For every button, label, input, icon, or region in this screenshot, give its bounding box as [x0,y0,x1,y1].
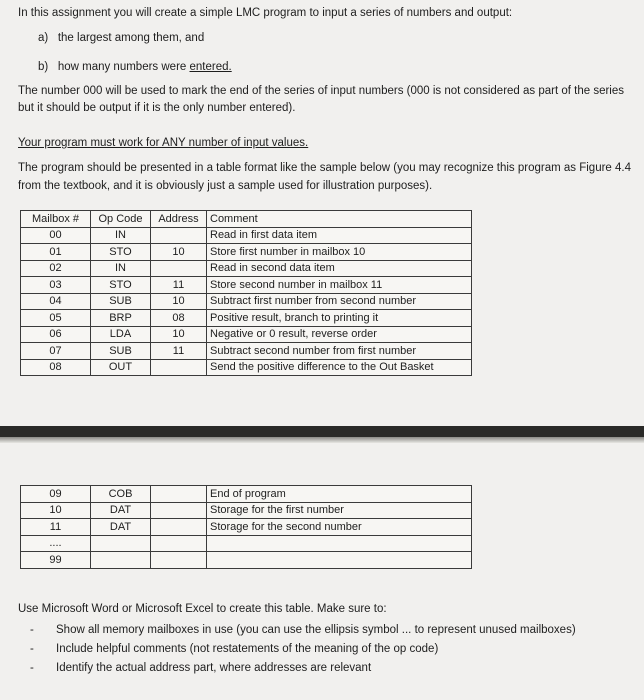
cell-comment: Storage for the first number [207,502,472,519]
cell-opcode [91,552,151,569]
cell-mailbox: 07 [21,343,91,360]
cell-mailbox: 11 [21,519,91,536]
cell-opcode: IN [91,227,151,244]
cell-opcode: STO [91,277,151,294]
instructions-text: Use Microsoft Word or Microsoft Excel to create this table. Make sure to: [18,603,387,615]
present-line-2: from the textbook, and it is obviously just a sample used for illustration purposes). [18,180,433,192]
cell-mailbox: 03 [21,277,91,294]
cell-comment: Read in second data item [207,260,472,277]
note-line-1: The number 000 will be used to mark the end of the series of input numbers (000 is not considered as part of the series [18,85,625,97]
bullet-marker: - [30,662,34,674]
cell-mailbox: 10 [21,502,91,519]
cell-comment: Negative or 0 result, reverse order [207,326,472,343]
item-b-underlined: entered. [189,61,232,73]
cell-address: 11 [151,277,207,294]
header-opcode: Op Code [91,211,151,228]
cell-opcode: DAT [91,502,151,519]
list-item [30,659,576,678]
cell-comment: Store second number in mailbox 11 [207,277,472,294]
table-row [21,227,472,244]
cell-mailbox: 08 [21,359,91,376]
cell-address [151,552,207,569]
cell-mailbox: 04 [21,293,91,310]
page-divider-shadow [0,437,644,443]
table-header-row [21,211,472,228]
cell-opcode: DAT [91,519,151,536]
cell-opcode [91,535,151,552]
cell-address [151,486,207,503]
intro-text: In this assignment you will create a simple LMC program to input a series of numbers and output: [18,7,513,19]
cell-address: 10 [151,244,207,261]
cell-opcode: OUT [91,359,151,376]
table-row [21,486,472,503]
header-comment: Comment [207,211,472,228]
table-row [21,293,472,310]
table-row [21,244,472,261]
item-b [38,59,232,76]
cell-comment: Subtract first number from second number [207,293,472,310]
table-row [21,260,472,277]
requirement-text: Your program must work for ANY number of input values. [18,137,309,149]
table-row [21,359,472,376]
cell-address: 10 [151,326,207,343]
cell-mailbox: 06 [21,326,91,343]
table-row [21,310,472,327]
cell-mailbox: 99 [21,552,91,569]
lmc-table-bottom [20,485,472,569]
cell-comment: Subtract second number from first number [207,343,472,360]
table-row [21,552,472,569]
cell-opcode: SUB [91,343,151,360]
table-row [21,326,472,343]
cell-address: 08 [151,310,207,327]
cell-comment [207,535,472,552]
page-divider [0,426,644,437]
cell-comment: Send the positive difference to the Out Basket [207,359,472,376]
table-row [21,343,472,360]
cell-address [151,359,207,376]
cell-mailbox: 02 [21,260,91,277]
item-a-marker: a) [38,32,49,44]
cell-opcode: BRP [91,310,151,327]
instruction-list [30,621,576,678]
cell-comment: Storage for the second number [207,519,472,536]
cell-mailbox: 09 [21,486,91,503]
cell-comment: Store first number in mailbox 10 [207,244,472,261]
item-b-text: how many numbers were [57,61,190,73]
cell-address [151,227,207,244]
cell-mailbox: 00 [21,227,91,244]
cell-comment: Positive result, branch to printing it [207,310,472,327]
table-row [21,519,472,536]
cell-comment: Read in first data item [207,227,472,244]
cell-address: 11 [151,343,207,360]
item-b-marker: b) [38,61,49,73]
note-line-2: but it should be output if it is the only number entered). [18,102,296,114]
cell-comment: End of program [207,486,472,503]
bullet-text: Show all memory mailboxes in use (you can use the ellipsis symbol ... to represent unused mailboxes) [56,624,576,636]
bullet-marker: - [30,624,34,636]
cell-address: 10 [151,293,207,310]
table-row [21,277,472,294]
cell-opcode: STO [91,244,151,261]
table-row [21,535,472,552]
list-item [30,621,576,640]
cell-mailbox: 05 [21,310,91,327]
table-row [21,502,472,519]
list-item [30,640,576,659]
lmc-table-top [20,210,472,376]
cell-opcode: IN [91,260,151,277]
cell-opcode: LDA [91,326,151,343]
cell-opcode: SUB [91,293,151,310]
cell-address [151,502,207,519]
cell-comment [207,552,472,569]
cell-mailbox: .... [21,535,91,552]
cell-address [151,519,207,536]
present-line-1: The program should be presented in a table format like the sample below (you may recognize this program as Figure 4.4 [18,162,632,174]
bullet-text: Include helpful comments (not restatements of the meaning of the op code) [56,643,439,655]
bullet-marker: - [30,643,34,655]
cell-opcode: COB [91,486,151,503]
cell-address [151,260,207,277]
item-a-text: the largest among them, and [57,32,205,44]
cell-mailbox: 01 [21,244,91,261]
bullet-text: Identify the actual address part, where addresses are relevant [56,662,372,674]
cell-address [151,535,207,552]
header-mailbox: Mailbox # [21,211,91,228]
item-a [38,30,204,47]
header-address: Address [151,211,207,228]
